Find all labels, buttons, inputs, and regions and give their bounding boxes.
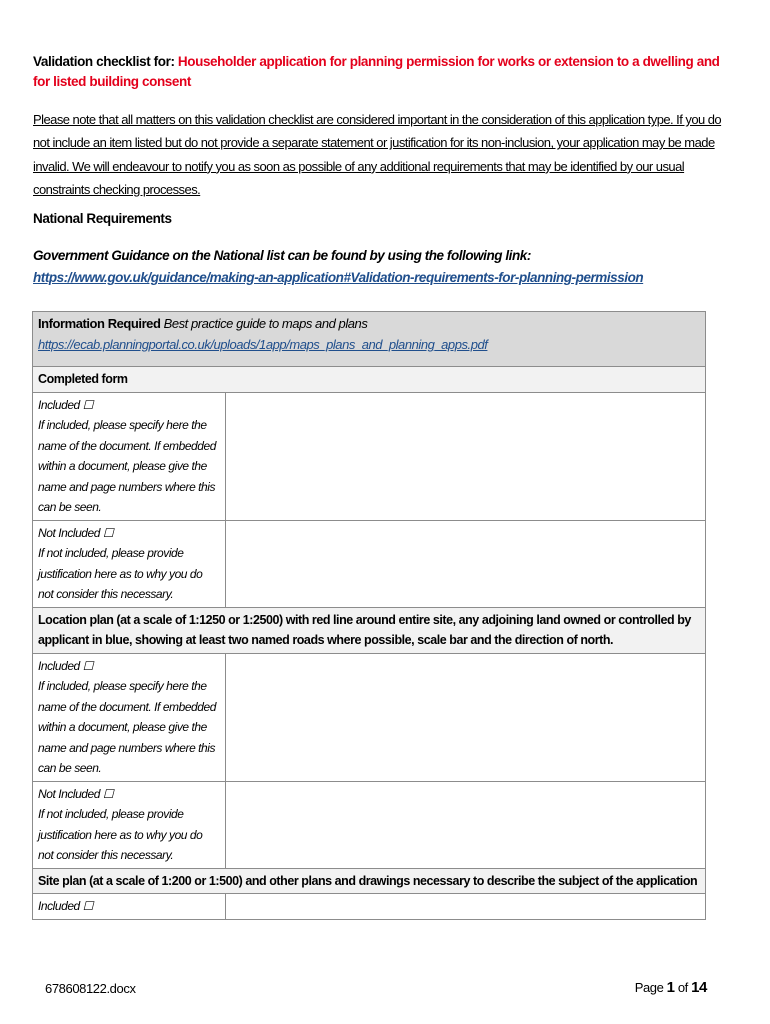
included-row (33, 392, 706, 520)
not-included-justification-entry[interactable] (226, 520, 706, 607)
included-checkbox[interactable]: Included ☐ (38, 899, 93, 913)
validation-note: Please note that all matters on this validation checklist are considered important in the consideration of this application type. If you do not include an item listed but do not provide a separate statement or justification for its non-inclusion, your application may be made invalid. We will endeavour to notify you as soon as possible of any additional requirements that may be identified by our usual constraints checking processes. (33, 112, 722, 198)
included-option (33, 653, 226, 781)
not-included-option (33, 520, 226, 607)
not-included-justification-entry[interactable] (226, 781, 706, 868)
page-title (33, 52, 723, 92)
page-total: 14 (691, 979, 707, 996)
national-requirements-heading: National Requirements (33, 211, 172, 226)
included-row (33, 653, 706, 781)
guidance-link[interactable]: https://www.gov.uk/guidance/making-an-application#Validation-requirements-for-planning-permission (33, 270, 644, 285)
page-word: Page (634, 980, 664, 995)
included-document-entry[interactable] (226, 894, 706, 920)
header-best-practice: Best practice guide to maps and plans (163, 316, 368, 331)
not-included-row (33, 520, 706, 607)
not-included-option (33, 781, 226, 868)
not-included-help-text: If not included, please provide justification here as to why you do not consider this necessary. (38, 807, 203, 862)
table-header (33, 312, 706, 367)
included-checkbox[interactable]: Included ☐ (38, 397, 93, 412)
included-document-entry[interactable] (226, 653, 706, 781)
maps-plans-guide-link[interactable]: https://ecab.planningportal.co.uk/uploads/1app/maps_plans_and_planning_apps.pdf (38, 336, 488, 352)
not-included-row (33, 781, 706, 868)
guidance-text: Government Guidance on the National list can be found by using the following link: (33, 248, 531, 263)
header-information-required: Information Required (38, 316, 161, 331)
included-option (33, 894, 226, 920)
included-help-text: If included, please specify here the name of the document. If embedded within a document, please give the name and page numbers where this can be seen. (38, 418, 216, 514)
included-help-text: If included, please specify here the name of the document. If embedded within a document, please give the name and page numbers where this can be seen. (38, 679, 216, 775)
page-of: of (677, 980, 688, 995)
not-included-checkbox[interactable]: Not Included ☐ (38, 786, 114, 801)
title-application-type: Householder application for planning permission for works or extension to a dwelling and for listed building consent (33, 54, 720, 89)
not-included-help-text: If not included, please provide justification here as to why you do not consider this necessary. (38, 546, 203, 601)
title-prefix: Validation checklist for: (33, 54, 175, 69)
government-guidance (33, 245, 723, 289)
footer-filename: 678608122.docx (45, 981, 136, 996)
table-header-row (33, 312, 706, 367)
included-checkbox[interactable]: Included ☐ (38, 658, 93, 673)
included-option (33, 392, 226, 520)
section-title-completed-form: Completed form (33, 367, 706, 393)
section-title-site-plan: Site plan (at a scale of 1:200 or 1:500) and other plans and drawings necessary to describe the subject of the application (33, 868, 706, 894)
section-row (33, 868, 706, 894)
page-current: 1 (666, 979, 675, 996)
included-row (33, 894, 706, 920)
included-document-entry[interactable] (226, 392, 706, 520)
section-title-location-plan: Location plan (at a scale of 1:1250 or 1:2500) with red line around entire site, any adjoining land owned or controlled by applicant in blue, showing at least two named roads where possible, scale bar and the direction of north. (33, 607, 706, 653)
section-row (33, 607, 706, 653)
section-row (33, 367, 706, 393)
footer-page-number (635, 979, 707, 996)
not-included-checkbox[interactable]: Not Included ☐ (38, 525, 114, 540)
checklist-table (32, 311, 706, 920)
